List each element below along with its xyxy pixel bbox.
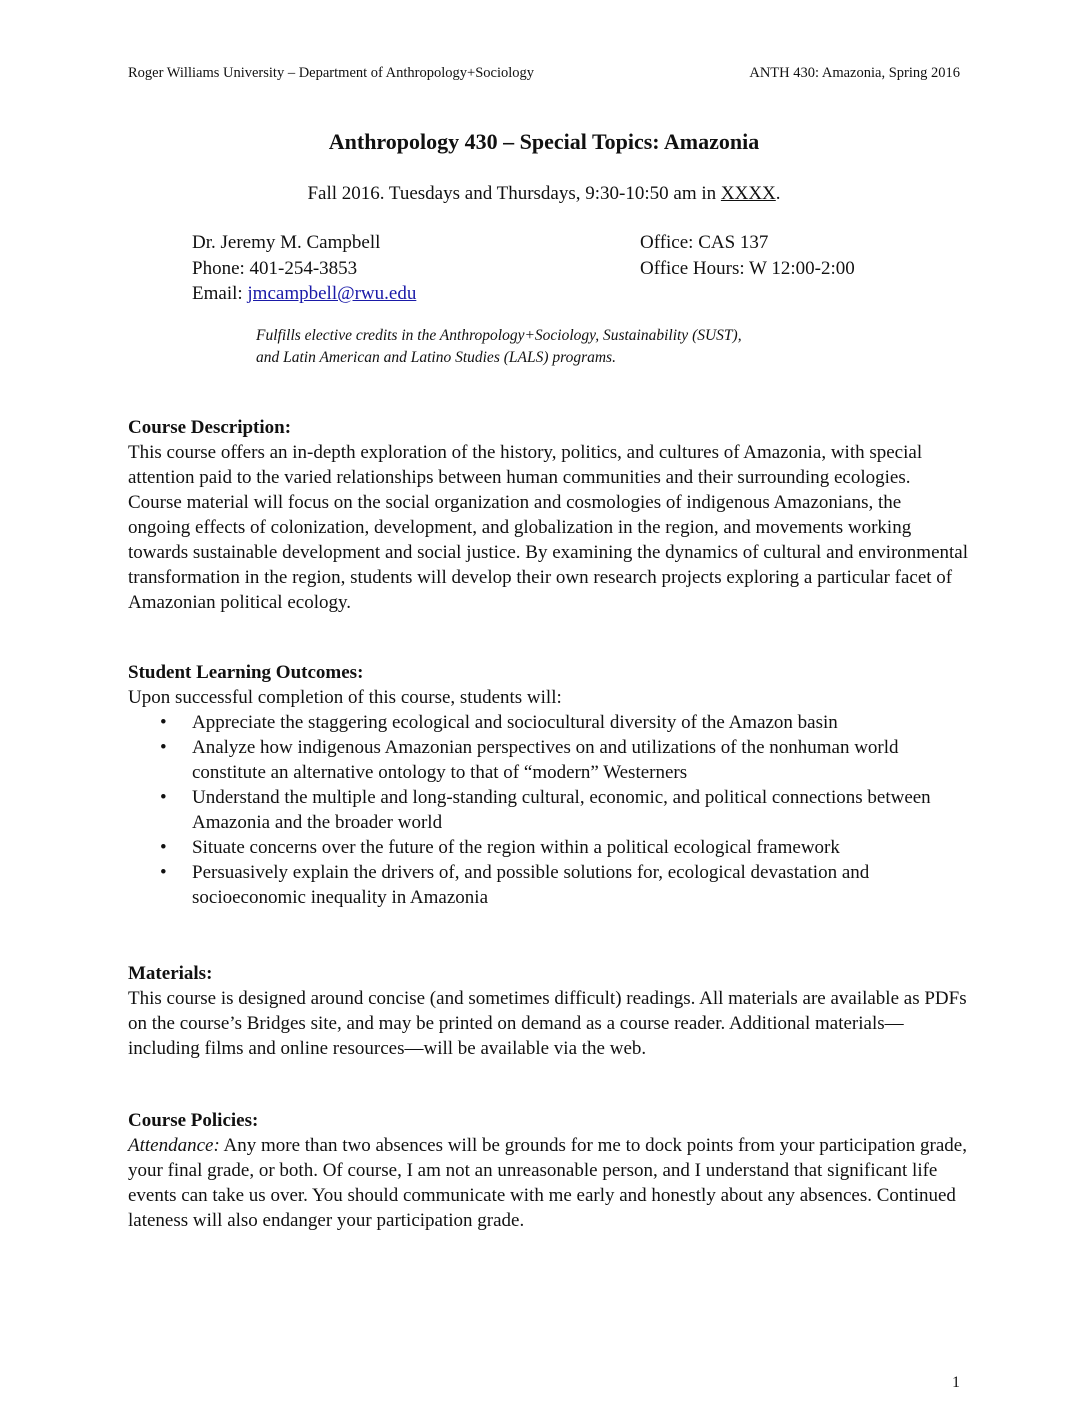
office-info — [640, 230, 855, 281]
materials-section — [128, 961, 968, 1061]
running-header — [128, 64, 960, 82]
outcome-text: Understand the multiple and long-standing cultural, economic, and political connections between Amazonia and the broader world — [192, 787, 931, 833]
bullet-icon: • — [160, 712, 167, 733]
learning-outcomes-section — [128, 660, 968, 910]
instructor-name: Dr. Jeremy M. Campbell — [192, 232, 381, 253]
course-schedule — [0, 182, 1088, 206]
room-placeholder: XXXX — [720, 183, 776, 204]
section-heading: Student Learning Outcomes: — [128, 662, 364, 683]
materials-text: This course is designed around concise (and sometimes difficult) readings. All materials are available as PDFs on the course’s Bridges site, and may be printed on demand as a course reader. Additional materials—including films and online resources—will be available via the web. — [128, 988, 967, 1059]
outcomes-list — [128, 710, 968, 910]
section-heading: Materials: — [128, 963, 213, 984]
email-label: Email: — [192, 283, 248, 304]
course-policies-section — [128, 1108, 968, 1233]
course-description-section — [128, 415, 968, 615]
header-right: ANTH 430: Amazonia, Spring 2016 — [749, 65, 960, 81]
schedule-suffix: . — [775, 183, 781, 204]
page-number: 1 — [952, 1374, 960, 1391]
office-location: Office: CAS 137 — [640, 232, 769, 253]
credit-note — [256, 325, 876, 368]
outcome-item — [128, 710, 968, 735]
outcome-item — [128, 835, 968, 860]
outcome-text: Analyze how indigenous Amazonian perspectives on and utilizations of the nonhuman world constitute an alternative ontology to that of “modern” Westerners — [192, 737, 899, 783]
outcome-item — [128, 860, 968, 910]
credit-note-line: Fulfills elective credits in the Anthropology+Sociology, Sustainability (SUST), — [256, 327, 742, 344]
credit-note-line: and Latin American and Latino Studies (LALS) programs. — [256, 348, 616, 366]
section-heading: Course Description: — [128, 417, 292, 438]
outcome-text: Situate concerns over the future of the region within a political ecological framework — [192, 837, 840, 858]
outcome-item — [128, 785, 968, 835]
attendance-text: Any more than two absences will be grounds for me to dock points from your participation grade, your final grade, or both. Of course, I am not an unreasonable person, and I understand that significant life events can take us over. You should communicate with me early and honestly about any absences. Continued lateness will also endanger your participation grade. — [128, 1135, 967, 1231]
section-heading: Course Policies: — [128, 1110, 259, 1131]
instructor-email-line — [192, 281, 416, 307]
outcome-text: Appreciate the staggering ecological and sociocultural diversity of the Amazon basin — [192, 712, 838, 733]
office-hours: Office Hours: W 12:00-2:00 — [640, 257, 855, 279]
course-description-text: This course offers an in-depth exploration of the history, politics, and cultures of Amazonia, with special attention paid to the varied relationships between human communities and their surrounding ecologies. Course material will focus on the social organization and cosmologies of indigenous Amazonians, the ongoing effects of colonization, development, and globalization in the region, and movements working towards sustainable development and social justice. By examining the dynamics of cultural and environmental transformation in the region, students will develop their own research projects exploring a particular facet of Amazonian political ecology. — [128, 442, 968, 613]
email-link[interactable]: jmcampbell@rwu.edu — [247, 283, 417, 304]
outcome-item — [128, 735, 968, 785]
outcomes-intro: Upon successful completion of this course, students will: — [128, 687, 562, 708]
instructor-phone: Phone: 401-254-3853 — [192, 257, 358, 279]
header-left: Roger Williams University – Department of Anthropology+Sociology — [128, 65, 535, 81]
outcome-text: Persuasively explain the drivers of, and possible solutions for, ecological devastation and socioeconomic inequality in Amazonia — [192, 862, 870, 908]
bullet-icon: • — [160, 837, 167, 858]
bullet-icon: • — [160, 862, 167, 883]
course-title: Anthropology 430 – Special Topics: Amazonia — [328, 129, 760, 154]
schedule-text: Fall 2016. Tuesdays and Thursdays, 9:30-10:50 am in — [307, 183, 721, 204]
bullet-icon: • — [160, 787, 167, 808]
instructor-contact — [192, 230, 416, 307]
bullet-icon: • — [160, 737, 167, 758]
attendance-policy — [128, 1133, 968, 1233]
attendance-label: Attendance: — [128, 1135, 220, 1156]
